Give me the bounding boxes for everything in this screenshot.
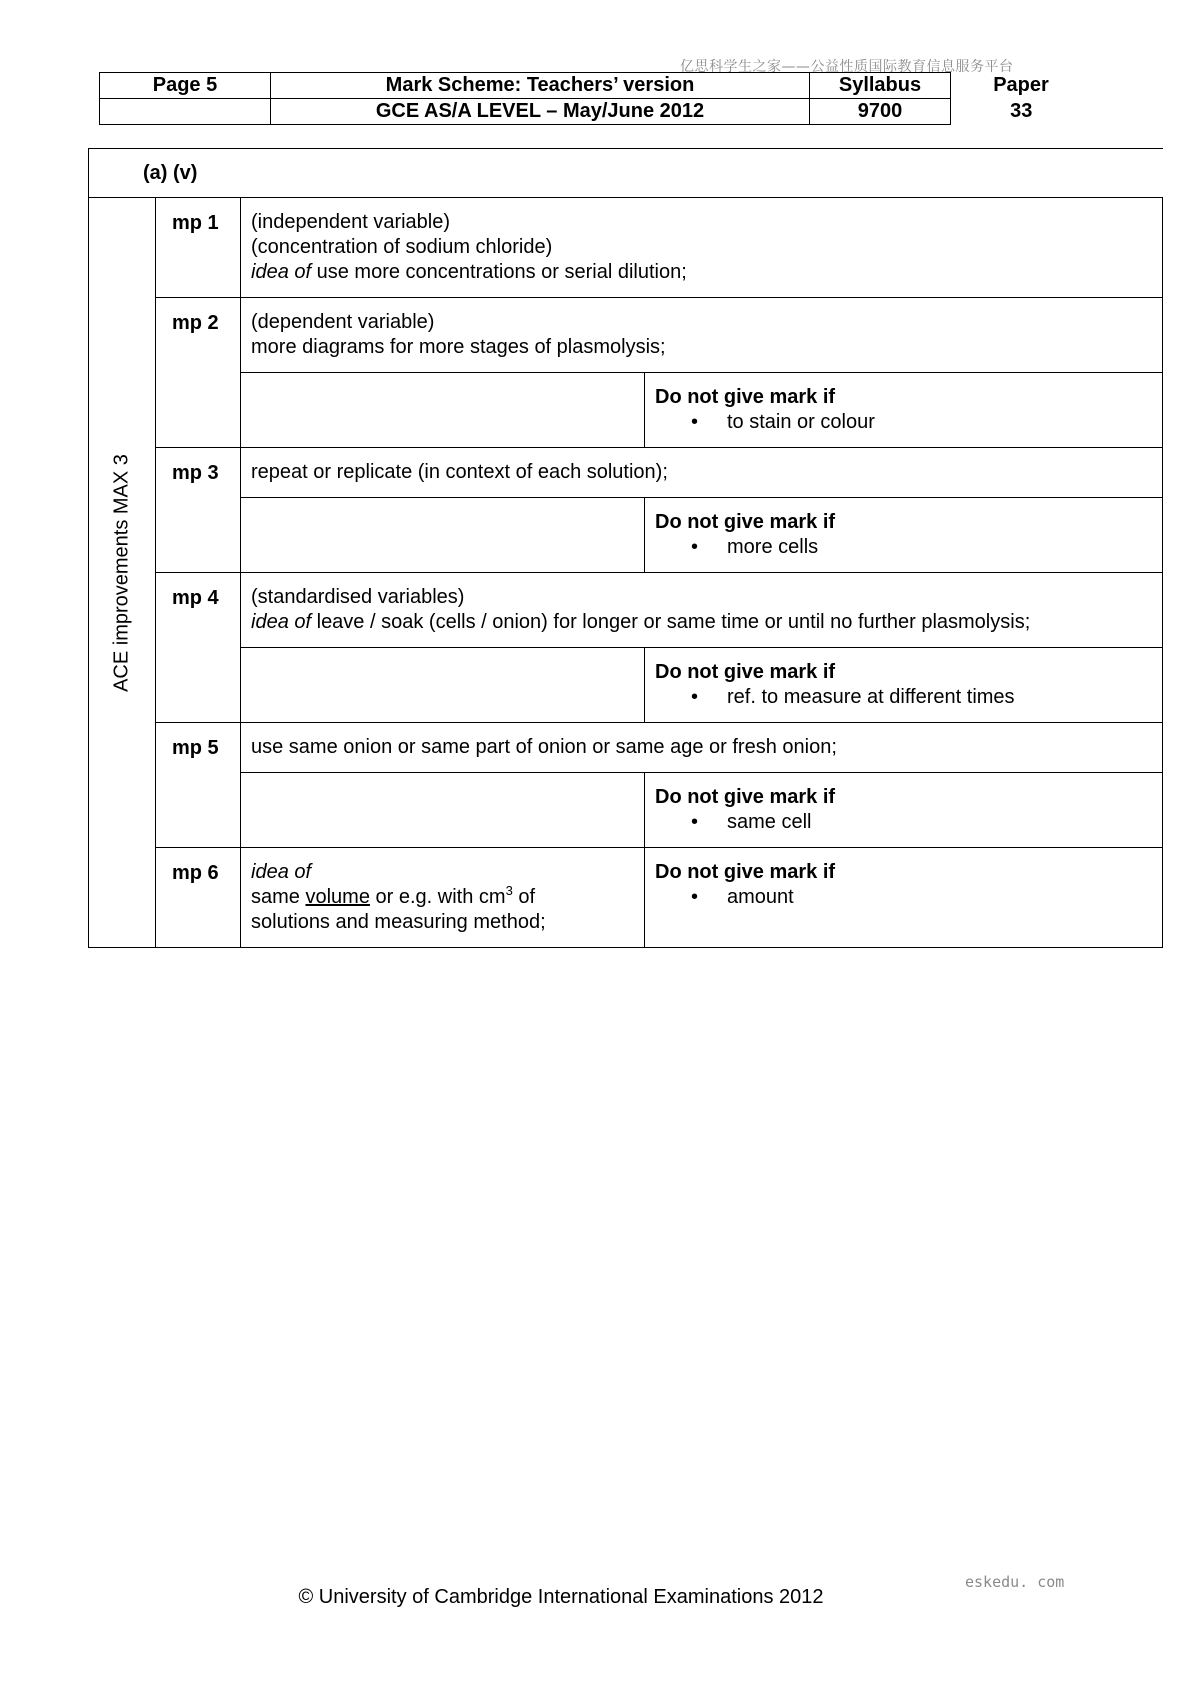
mp3-line1: repeat or replicate (in context of each solution); [251,461,668,483]
header-syllabus-value: 9700 [810,99,951,125]
mp3-text [241,448,1163,498]
mp6-dng [645,848,1163,948]
mp6-superscript: 3 [505,883,513,898]
mp3-dng-item [655,535,1152,560]
mp6-dng-item [655,885,1152,910]
mp6-line2-b: or e.g. with cm [369,886,506,908]
mp5-dng-text: same cell [727,811,812,833]
question-label: (a) (v) [89,149,1163,198]
mp2-dng-item [655,410,1152,435]
header-syllabus-label: Syllabus [810,73,951,99]
mp4-empty-cell [241,648,645,723]
mp2-label: mp 2 [156,298,241,448]
mp6-line2-c: of [512,886,536,908]
bullet: • [691,686,699,708]
mp6-line2 [251,885,634,910]
mp4-label: mp 4 [156,573,241,723]
header-paper-label: Paper [993,74,1049,96]
mp4-idea-of: idea of [251,611,312,633]
mp6-idea-of: idea of [251,861,312,883]
mp2-text [241,298,1163,373]
mp2-dng [645,373,1163,448]
mp3-empty-cell [241,498,645,573]
header-page: Page 5 [100,73,271,99]
mp4-dng-item [655,685,1152,710]
mp3-dng-title: Do not give mark if [655,511,836,533]
mp1-line3-rest: use more concentrations or serial dilution; [311,261,687,283]
watermark-bottom: eskedu. com [965,1573,1065,1591]
mp2-dng-title: Do not give mark if [655,386,836,408]
bullet: • [691,536,699,558]
mp5-dng [645,773,1163,848]
mp4-dng [645,648,1163,723]
mp1-idea-of: idea of [251,261,312,283]
bullet: • [691,811,699,833]
mp5-dng-item [655,810,1152,835]
mp4-text [241,573,1163,648]
mp6-dng-title: Do not give mark if [655,861,836,883]
mp6-volume: volume [305,886,370,908]
mp4-line2-rest: leave / soak (cells / onion) for longer or same time or until no further plasmolysis; [311,611,1031,633]
mp6-dng-text: amount [727,886,794,908]
mp5-label: mp 5 [156,723,241,848]
mark-scheme-table [88,148,1163,948]
header-table [99,72,1092,125]
mp5-dng-title: Do not give mark if [655,786,836,808]
mp6-text [241,848,645,948]
mp4-dng-text: ref. to measure at different times [727,686,1015,708]
header-empty [100,99,271,125]
mp1-text [241,198,1163,298]
mp5-empty-cell [241,773,645,848]
mp3-dng [645,498,1163,573]
mp3-dng-text: more cells [727,536,819,558]
mp4-line1: (standardised variables) [251,586,465,608]
mp6-label: mp 6 [156,848,241,948]
bullet: • [691,411,699,433]
mp1-line1: (independent variable) [251,211,451,233]
mp4-dng-title: Do not give mark if [655,661,836,683]
mp1-label: mp 1 [156,198,241,298]
mp2-line2: more diagrams for more stages of plasmolysis; [251,336,666,358]
mp1-line3 [251,260,1152,285]
bullet: • [691,886,699,908]
side-label-cell [89,198,156,948]
header-subtitle: GCE AS/A LEVEL – May/June 2012 [271,99,810,125]
mp4-line2 [251,610,1152,635]
footer [0,1586,1190,1609]
mp6-line2-a: same [251,886,306,908]
mp2-empty-cell [241,373,645,448]
footer-text: © University of Cambridge International Examinations 2012 [298,1586,824,1608]
mp3-label: mp 3 [156,448,241,573]
mp2-dng-text: to stain or colour [727,411,875,433]
header-title: Mark Scheme: Teachers’ version [271,73,810,99]
mp6-line3: solutions and measuring method; [251,911,546,933]
mp5-text [241,723,1163,773]
mp6-line1 [251,860,634,885]
mp1-line2: (concentration of sodium chloride) [251,236,553,258]
side-label: ACE improvements MAX 3 [110,453,133,692]
watermark-top: 亿思科学生之家——公益性质国际教育信息服务平台 [680,59,1014,75]
mp5-line1: use same onion or same part of onion or same age or fresh onion; [251,736,837,758]
mp2-line1: (dependent variable) [251,311,435,333]
header-paper-value: 33 [1010,100,1033,122]
